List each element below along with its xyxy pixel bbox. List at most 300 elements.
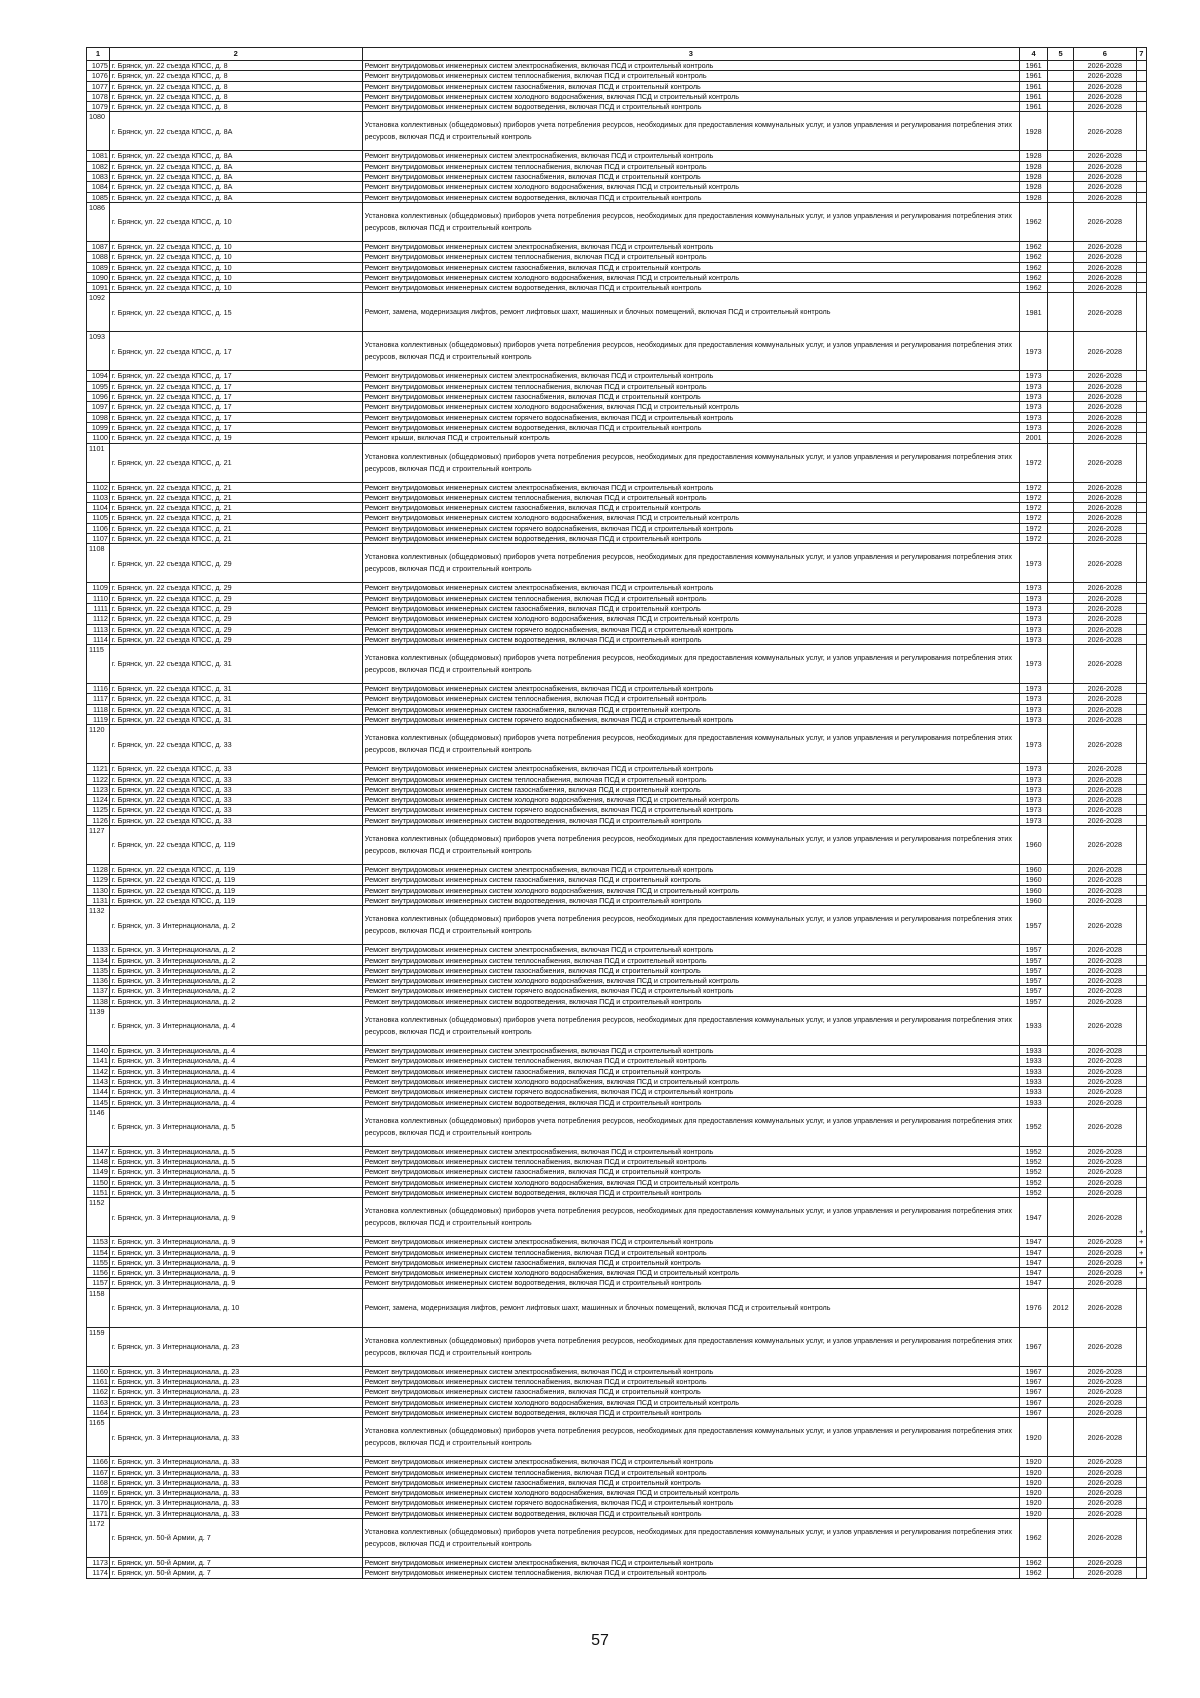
work-type-cell: Ремонт внутридомовых инженерных систем газоснабжения, включая ПСД и строительный контроль [362, 503, 1019, 513]
mark-cell [1136, 102, 1146, 112]
work-type-cell: Ремонт внутридомовых инженерных систем холодного водоснабжения, включая ПСД и строительный контроль [362, 1488, 1019, 1498]
mark-cell [1136, 1418, 1146, 1457]
year-last-repair-cell [1048, 1327, 1074, 1366]
year-built-cell: 1972 [1020, 534, 1048, 544]
work-type-cell: Ремонт внутридомовых инженерных систем холодного водоснабжения, включая ПСД и строительный контроль [362, 1397, 1019, 1407]
address-cell: г. Брянск, ул. 22 съезда КПСС, д. 29 [109, 614, 362, 624]
year-built-cell: 1973 [1020, 624, 1048, 634]
row-number-cell: 1108 [87, 544, 110, 583]
address-cell: г. Брянск, ул. 3 Интернационала, д. 4 [109, 1056, 362, 1066]
year-built-cell: 1962 [1020, 1558, 1048, 1568]
planned-period-cell: 2026-2028 [1074, 1087, 1136, 1097]
year-built-cell: 1967 [1020, 1397, 1048, 1407]
table-row [87, 1288, 1147, 1327]
row-number-cell: 1116 [87, 684, 110, 694]
address-cell: г. Брянск, ул. 22 съезда КПСС, д. 17 [109, 422, 362, 432]
planned-period-cell: 2026-2028 [1074, 1278, 1136, 1288]
address-cell: г. Брянск, ул. 3 Интернационала, д. 23 [109, 1387, 362, 1397]
row-number-cell: 1083 [87, 172, 110, 182]
year-last-repair-cell [1048, 764, 1074, 774]
address-cell: г. Брянск, ул. 3 Интернационала, д. 33 [109, 1477, 362, 1487]
table-row [87, 1177, 1147, 1187]
year-built-cell: 1928 [1020, 112, 1048, 151]
year-built-cell: 1973 [1020, 422, 1048, 432]
header-col-7: 7 [1136, 48, 1146, 61]
address-cell: г. Брянск, ул. 22 съезда КПСС, д. 21 [109, 482, 362, 492]
row-number-cell: 1167 [87, 1467, 110, 1477]
mark-cell [1136, 202, 1146, 241]
address-cell: г. Брянск, ул. 3 Интернационала, д. 5 [109, 1146, 362, 1156]
mark-cell: + [1136, 1198, 1146, 1237]
planned-period-cell: 2026-2028 [1074, 1418, 1136, 1457]
planned-period-cell: 2026-2028 [1074, 1457, 1136, 1467]
year-last-repair-cell [1048, 976, 1074, 986]
address-cell: г. Брянск, ул. 3 Интернационала, д. 4 [109, 1007, 362, 1046]
mark-cell [1136, 694, 1146, 704]
address-cell: г. Брянск, ул. 22 съезда КПСС, д. 8А [109, 112, 362, 151]
table-row [87, 202, 1147, 241]
year-last-repair-cell [1048, 482, 1074, 492]
year-last-repair-cell [1048, 1498, 1074, 1508]
mark-cell [1136, 81, 1146, 91]
work-type-cell: Ремонт внутридомовых инженерных систем водоотведения, включая ПСД и строительный контроль [362, 1407, 1019, 1417]
work-type-cell: Ремонт внутридомовых инженерных систем электроснабжения, включая ПСД и строительный контроль [362, 241, 1019, 251]
planned-period-cell: 2026-2028 [1074, 593, 1136, 603]
work-type-cell: Ремонт крыши, включая ПСД и строительный контроль [362, 433, 1019, 443]
year-built-cell: 1973 [1020, 774, 1048, 784]
mark-cell [1136, 865, 1146, 875]
year-built-cell: 1972 [1020, 492, 1048, 502]
address-cell: г. Брянск, ул. 3 Интернационала, д. 5 [109, 1188, 362, 1198]
address-cell: г. Брянск, ул. 22 съезда КПСС, д. 29 [109, 593, 362, 603]
table-row [87, 1397, 1147, 1407]
row-number-cell: 1171 [87, 1508, 110, 1518]
row-number-cell: 1166 [87, 1457, 110, 1467]
mark-cell [1136, 1177, 1146, 1187]
address-cell: г. Брянск, ул. 22 съезда КПСС, д. 33 [109, 764, 362, 774]
year-built-cell: 1920 [1020, 1418, 1048, 1457]
mark-cell [1136, 1107, 1146, 1146]
table-row [87, 1407, 1147, 1417]
year-last-repair-cell [1048, 784, 1074, 794]
year-last-repair-cell [1048, 1568, 1074, 1578]
year-last-repair-cell [1048, 402, 1074, 412]
mark-cell [1136, 241, 1146, 251]
mark-cell [1136, 1087, 1146, 1097]
planned-period-cell: 2026-2028 [1074, 1568, 1136, 1578]
year-built-cell: 1973 [1020, 694, 1048, 704]
address-cell: г. Брянск, ул. 3 Интернационала, д. 5 [109, 1167, 362, 1177]
address-cell: г. Брянск, ул. 3 Интернационала, д. 33 [109, 1457, 362, 1467]
row-number-cell: 1121 [87, 764, 110, 774]
table-row [87, 1007, 1147, 1046]
row-number-cell: 1169 [87, 1488, 110, 1498]
work-type-cell: Ремонт внутридомовых инженерных систем горячего водоснабжения, включая ПСД и строительный контроль [362, 805, 1019, 815]
work-type-cell: Ремонт внутридомовых инженерных систем водоотведения, включая ПСД и строительный контроль [362, 1097, 1019, 1107]
table-row [87, 402, 1147, 412]
year-last-repair-cell [1048, 1087, 1074, 1097]
work-type-cell: Ремонт внутридомовых инженерных систем холодного водоснабжения, включая ПСД и строительный контроль [362, 1076, 1019, 1086]
table-row [87, 1387, 1147, 1397]
work-type-cell: Ремонт внутридомовых инженерных систем холодного водоснабжения, включая ПСД и строительный контроль [362, 885, 1019, 895]
table-row [87, 1418, 1147, 1457]
row-number-cell: 1125 [87, 805, 110, 815]
year-last-repair-cell [1048, 1107, 1074, 1146]
row-number-cell: 1127 [87, 826, 110, 865]
work-type-cell: Установка коллективных (общедомовых) приборов учета потребления ресурсов, необходимых для предоставления коммунальных услуг, и узлов управления и регулирования потребления этих ресурсов, включая ПСД и строительный контроль [362, 1327, 1019, 1366]
address-cell: г. Брянск, ул. 22 съезда КПСС, д. 8 [109, 61, 362, 71]
work-type-cell: Ремонт внутридомовых инженерных систем электроснабжения, включая ПСД и строительный контроль [362, 764, 1019, 774]
row-number-cell: 1094 [87, 371, 110, 381]
row-number-cell: 1096 [87, 392, 110, 402]
work-type-cell: Установка коллективных (общедомовых) приборов учета потребления ресурсов, необходимых для предоставления коммунальных услуг, и узлов управления и регулирования потребления этих ресурсов, включая ПСД и строительный контроль [362, 1418, 1019, 1457]
table-row [87, 492, 1147, 502]
work-type-cell: Установка коллективных (общедомовых) приборов учета потребления ресурсов, необходимых для предоставления коммунальных услуг, и узлов управления и регулирования потребления этих ресурсов, включая ПСД и строительный контроль [362, 906, 1019, 945]
year-last-repair-cell [1048, 714, 1074, 724]
mark-cell [1136, 422, 1146, 432]
year-built-cell: 1947 [1020, 1247, 1048, 1257]
year-built-cell: 1920 [1020, 1477, 1048, 1487]
year-last-repair-cell [1048, 381, 1074, 391]
planned-period-cell: 2026-2028 [1074, 192, 1136, 202]
year-built-cell: 1973 [1020, 583, 1048, 593]
year-last-repair-cell [1048, 433, 1074, 443]
year-built-cell: 1960 [1020, 865, 1048, 875]
row-number-cell: 1140 [87, 1046, 110, 1056]
planned-period-cell: 2026-2028 [1074, 976, 1136, 986]
work-type-cell: Ремонт внутридомовых инженерных систем газоснабжения, включая ПСД и строительный контроль [362, 704, 1019, 714]
table-row [87, 684, 1147, 694]
planned-period-cell: 2026-2028 [1074, 875, 1136, 885]
row-number-cell: 1141 [87, 1056, 110, 1066]
row-number-cell: 1150 [87, 1177, 110, 1187]
planned-period-cell: 2026-2028 [1074, 1167, 1136, 1177]
address-cell: г. Брянск, ул. 22 съезда КПСС, д. 10 [109, 272, 362, 282]
year-built-cell: 1957 [1020, 965, 1048, 975]
table-row [87, 1066, 1147, 1076]
year-last-repair-cell [1048, 151, 1074, 161]
year-last-repair-cell [1048, 1076, 1074, 1086]
row-number-cell: 1111 [87, 603, 110, 613]
work-type-cell: Ремонт внутридомовых инженерных систем электроснабжения, включая ПСД и строительный контроль [362, 865, 1019, 875]
year-last-repair-cell [1048, 332, 1074, 371]
planned-period-cell: 2026-2028 [1074, 523, 1136, 533]
row-number-cell: 1160 [87, 1366, 110, 1376]
year-last-repair-cell [1048, 1167, 1074, 1177]
mark-cell [1136, 805, 1146, 815]
work-type-cell: Ремонт внутридомовых инженерных систем теплоснабжения, включая ПСД и строительный контроль [362, 1247, 1019, 1257]
planned-period-cell: 2026-2028 [1074, 172, 1136, 182]
mark-cell [1136, 714, 1146, 724]
address-cell: г. Брянск, ул. 22 съезда КПСС, д. 8А [109, 172, 362, 182]
address-cell: г. Брянск, ул. 22 съезда КПСС, д. 8 [109, 91, 362, 101]
mark-cell [1136, 774, 1146, 784]
mark-cell [1136, 1066, 1146, 1076]
page-number: 57 [591, 1632, 609, 1649]
address-cell: г. Брянск, ул. 22 съезда КПСС, д. 31 [109, 645, 362, 684]
mark-cell [1136, 1278, 1146, 1288]
year-built-cell: 1973 [1020, 392, 1048, 402]
mark-cell [1136, 161, 1146, 171]
year-last-repair-cell [1048, 534, 1074, 544]
address-cell: г. Брянск, ул. 3 Интернационала, д. 2 [109, 986, 362, 996]
row-number-cell: 1158 [87, 1288, 110, 1327]
year-last-repair-cell [1048, 1056, 1074, 1066]
row-number-cell: 1145 [87, 1097, 110, 1107]
table-row [87, 252, 1147, 262]
address-cell: г. Брянск, ул. 3 Интернационала, д. 2 [109, 945, 362, 955]
mark-cell [1136, 492, 1146, 502]
year-built-cell: 1933 [1020, 1007, 1048, 1046]
row-number-cell: 1174 [87, 1568, 110, 1578]
table-row [87, 1167, 1147, 1177]
year-built-cell: 1920 [1020, 1457, 1048, 1467]
table-row [87, 996, 1147, 1006]
year-last-repair-cell [1048, 61, 1074, 71]
row-number-cell: 1097 [87, 402, 110, 412]
mark-cell [1136, 784, 1146, 794]
address-cell: г. Брянск, ул. 22 съезда КПСС, д. 17 [109, 332, 362, 371]
year-built-cell: 1947 [1020, 1257, 1048, 1267]
work-type-cell: Ремонт внутридомовых инженерных систем холодного водоснабжения, включая ПСД и строительный контроль [362, 402, 1019, 412]
mark-cell [1136, 614, 1146, 624]
year-last-repair-cell [1048, 1407, 1074, 1417]
planned-period-cell: 2026-2028 [1074, 1056, 1136, 1066]
mark-cell [1136, 603, 1146, 613]
table-row [87, 151, 1147, 161]
year-built-cell: 1962 [1020, 262, 1048, 272]
table-row [87, 945, 1147, 955]
table-row [87, 1508, 1147, 1518]
year-built-cell: 1972 [1020, 503, 1048, 513]
planned-period-cell: 2026-2028 [1074, 182, 1136, 192]
address-cell: г. Брянск, ул. 3 Интернационала, д. 4 [109, 1076, 362, 1086]
address-cell: г. Брянск, ул. 3 Интернационала, д. 2 [109, 976, 362, 986]
work-type-cell: Ремонт внутридомовых инженерных систем газоснабжения, включая ПСД и строительный контроль [362, 1167, 1019, 1177]
planned-period-cell: 2026-2028 [1074, 603, 1136, 613]
year-built-cell: 1952 [1020, 1157, 1048, 1167]
address-cell: г. Брянск, ул. 3 Интернационала, д. 2 [109, 955, 362, 965]
address-cell: г. Брянск, ул. 22 съезда КПСС, д. 8 [109, 102, 362, 112]
year-built-cell: 1967 [1020, 1377, 1048, 1387]
year-last-repair-cell [1048, 645, 1074, 684]
mark-cell [1136, 1097, 1146, 1107]
table-row [87, 433, 1147, 443]
planned-period-cell: 2026-2028 [1074, 774, 1136, 784]
address-cell: г. Брянск, ул. 3 Интернационала, д. 9 [109, 1198, 362, 1237]
address-cell: г. Брянск, ул. 22 съезда КПСС, д. 10 [109, 202, 362, 241]
year-built-cell: 1920 [1020, 1498, 1048, 1508]
work-type-cell: Ремонт внутридомовых инженерных систем водоотведения, включая ПСД и строительный контроль [362, 895, 1019, 905]
row-number-cell: 1119 [87, 714, 110, 724]
table-row [87, 371, 1147, 381]
address-cell: г. Брянск, ул. 3 Интернационала, д. 9 [109, 1237, 362, 1247]
year-built-cell: 1961 [1020, 71, 1048, 81]
planned-period-cell: 2026-2028 [1074, 1046, 1136, 1056]
address-cell: г. Брянск, ул. 22 съезда КПСС, д. 10 [109, 262, 362, 272]
year-last-repair-cell [1048, 725, 1074, 764]
mark-cell [1136, 1056, 1146, 1066]
year-built-cell: 1973 [1020, 614, 1048, 624]
work-type-cell: Ремонт внутридомовых инженерных систем холодного водоснабжения, включая ПСД и строительный контроль [362, 91, 1019, 101]
table-row [87, 161, 1147, 171]
year-last-repair-cell: 2012 [1048, 1288, 1074, 1327]
mark-cell [1136, 371, 1146, 381]
planned-period-cell: 2026-2028 [1074, 1327, 1136, 1366]
row-number-cell: 1113 [87, 624, 110, 634]
mark-cell [1136, 1558, 1146, 1568]
table-row [87, 91, 1147, 101]
work-type-cell: Ремонт, замена, модернизация лифтов, ремонт лифтовых шахт, машинных и блочных помещений, включая ПСД и строительный контроль [362, 1288, 1019, 1327]
planned-period-cell: 2026-2028 [1074, 283, 1136, 293]
work-type-cell: Ремонт внутридомовых инженерных систем газоснабжения, включая ПСД и строительный контроль [362, 784, 1019, 794]
work-type-cell: Ремонт внутридомовых инженерных систем электроснабжения, включая ПСД и строительный контроль [362, 371, 1019, 381]
table-row [87, 714, 1147, 724]
mark-cell [1136, 1157, 1146, 1167]
planned-period-cell: 2026-2028 [1074, 381, 1136, 391]
mark-cell [1136, 593, 1146, 603]
row-number-cell: 1142 [87, 1066, 110, 1076]
row-number-cell: 1078 [87, 91, 110, 101]
planned-period-cell: 2026-2028 [1074, 332, 1136, 371]
planned-period-cell: 2026-2028 [1074, 402, 1136, 412]
address-cell: г. Брянск, ул. 3 Интернационала, д. 4 [109, 1066, 362, 1076]
year-last-repair-cell [1048, 614, 1074, 624]
capital-repair-table [86, 47, 1147, 1579]
work-type-cell: Установка коллективных (общедомовых) приборов учета потребления ресурсов, необходимых для предоставления коммунальных услуг, и узлов управления и регулирования потребления этих ресурсов, включая ПСД и строительный контроль [362, 725, 1019, 764]
year-last-repair-cell [1048, 371, 1074, 381]
work-type-cell: Ремонт внутридомовых инженерных систем водоотведения, включая ПСД и строительный контроль [362, 634, 1019, 644]
year-last-repair-cell [1048, 1377, 1074, 1387]
work-type-cell: Ремонт внутридомовых инженерных систем газоснабжения, включая ПСД и строительный контроль [362, 875, 1019, 885]
year-last-repair-cell [1048, 443, 1074, 482]
table-row [87, 482, 1147, 492]
planned-period-cell: 2026-2028 [1074, 1198, 1136, 1237]
planned-period-cell: 2026-2028 [1074, 513, 1136, 523]
row-number-cell: 1154 [87, 1247, 110, 1257]
work-type-cell: Ремонт внутридомовых инженерных систем газоснабжения, включая ПСД и строительный контроль [362, 1066, 1019, 1076]
planned-period-cell: 2026-2028 [1074, 1257, 1136, 1267]
planned-period-cell: 2026-2028 [1074, 1498, 1136, 1508]
year-built-cell: 1972 [1020, 443, 1048, 482]
year-built-cell: 1973 [1020, 412, 1048, 422]
work-type-cell: Ремонт внутридомовых инженерных систем теплоснабжения, включая ПСД и строительный контроль [362, 1467, 1019, 1477]
work-type-cell: Установка коллективных (общедомовых) приборов учета потребления ресурсов, необходимых для предоставления коммунальных услуг, и узлов управления и регулирования потребления этих ресурсов, включая ПСД и строительный контроль [362, 332, 1019, 371]
year-last-repair-cell [1048, 102, 1074, 112]
planned-period-cell: 2026-2028 [1074, 684, 1136, 694]
address-cell: г. Брянск, ул. 3 Интернационала, д. 10 [109, 1288, 362, 1327]
planned-period-cell: 2026-2028 [1074, 1146, 1136, 1156]
year-last-repair-cell [1048, 795, 1074, 805]
row-number-cell: 1156 [87, 1268, 110, 1278]
year-built-cell: 1920 [1020, 1467, 1048, 1477]
year-last-repair-cell [1048, 262, 1074, 272]
work-type-cell: Ремонт внутридомовых инженерных систем электроснабжения, включая ПСД и строительный контроль [362, 61, 1019, 71]
year-last-repair-cell [1048, 634, 1074, 644]
work-type-cell: Ремонт внутридомовых инженерных систем теплоснабжения, включая ПСД и строительный контроль [362, 694, 1019, 704]
year-built-cell: 1962 [1020, 1568, 1048, 1578]
year-last-repair-cell [1048, 202, 1074, 241]
table-row [87, 1457, 1147, 1467]
table-row [87, 1056, 1147, 1066]
work-type-cell: Ремонт внутридомовых инженерных систем холодного водоснабжения, включая ПСД и строительный контроль [362, 1268, 1019, 1278]
mark-cell [1136, 895, 1146, 905]
address-cell: г. Брянск, ул. 22 съезда КПСС, д. 33 [109, 805, 362, 815]
row-number-cell: 1170 [87, 1498, 110, 1508]
mark-cell [1136, 182, 1146, 192]
table-row [87, 422, 1147, 432]
work-type-cell: Ремонт внутридомовых инженерных систем холодного водоснабжения, включая ПСД и строительный контроль [362, 976, 1019, 986]
planned-period-cell: 2026-2028 [1074, 805, 1136, 815]
planned-period-cell: 2026-2028 [1074, 895, 1136, 905]
row-number-cell: 1107 [87, 534, 110, 544]
row-number-cell: 1172 [87, 1519, 110, 1558]
planned-period-cell: 2026-2028 [1074, 1377, 1136, 1387]
row-number-cell: 1110 [87, 593, 110, 603]
row-number-cell: 1124 [87, 795, 110, 805]
year-last-repair-cell [1048, 1488, 1074, 1498]
work-type-cell: Ремонт внутридомовых инженерных систем теплоснабжения, включая ПСД и строительный контроль [362, 71, 1019, 81]
year-last-repair-cell [1048, 91, 1074, 101]
planned-period-cell: 2026-2028 [1074, 1407, 1136, 1417]
row-number-cell: 1162 [87, 1387, 110, 1397]
year-built-cell: 1933 [1020, 1046, 1048, 1056]
table-row [87, 102, 1147, 112]
work-type-cell: Установка коллективных (общедомовых) приборов учета потребления ресурсов, необходимых для предоставления коммунальных услуг, и узлов управления и регулирования потребления этих ресурсов, включая ПСД и строительный контроль [362, 645, 1019, 684]
table-row [87, 1327, 1147, 1366]
table-row [87, 1366, 1147, 1376]
work-type-cell: Ремонт внутридомовых инженерных систем водоотведения, включая ПСД и строительный контроль [362, 1508, 1019, 1518]
mark-cell [1136, 443, 1146, 482]
planned-period-cell: 2026-2028 [1074, 996, 1136, 1006]
year-last-repair-cell [1048, 865, 1074, 875]
year-built-cell: 1967 [1020, 1327, 1048, 1366]
work-type-cell: Ремонт внутридомовых инженерных систем водоотведения, включая ПСД и строительный контроль [362, 534, 1019, 544]
table-row [87, 241, 1147, 251]
year-last-repair-cell [1048, 1477, 1074, 1487]
address-cell: г. Брянск, ул. 3 Интернационала, д. 23 [109, 1377, 362, 1387]
address-cell: г. Брянск, ул. 3 Интернационала, д. 4 [109, 1097, 362, 1107]
planned-period-cell: 2026-2028 [1074, 91, 1136, 101]
planned-period-cell: 2026-2028 [1074, 1188, 1136, 1198]
table-row [87, 544, 1147, 583]
mark-cell: + [1136, 1247, 1146, 1257]
row-number-cell: 1103 [87, 492, 110, 502]
address-cell: г. Брянск, ул. 3 Интернационала, д. 33 [109, 1498, 362, 1508]
address-cell: г. Брянск, ул. 50-й Армии, д. 7 [109, 1568, 362, 1578]
year-last-repair-cell [1048, 172, 1074, 182]
row-number-cell: 1112 [87, 614, 110, 624]
row-number-cell: 1106 [87, 523, 110, 533]
address-cell: г. Брянск, ул. 3 Интернационала, д. 2 [109, 906, 362, 945]
work-type-cell: Ремонт внутридомовых инженерных систем газоснабжения, включая ПСД и строительный контроль [362, 965, 1019, 975]
planned-period-cell: 2026-2028 [1074, 645, 1136, 684]
mark-cell [1136, 634, 1146, 644]
mark-cell [1136, 1498, 1146, 1508]
table-row [87, 826, 1147, 865]
table-row [87, 1257, 1147, 1267]
year-built-cell: 1957 [1020, 945, 1048, 955]
row-number-cell: 1165 [87, 1418, 110, 1457]
mark-cell [1136, 965, 1146, 975]
address-cell: г. Брянск, ул. 22 съезда КПСС, д. 119 [109, 865, 362, 875]
year-last-repair-cell [1048, 1397, 1074, 1407]
year-built-cell: 1962 [1020, 1519, 1048, 1558]
year-built-cell: 1973 [1020, 795, 1048, 805]
row-number-cell: 1123 [87, 784, 110, 794]
row-number-cell: 1132 [87, 906, 110, 945]
table-row [87, 272, 1147, 282]
